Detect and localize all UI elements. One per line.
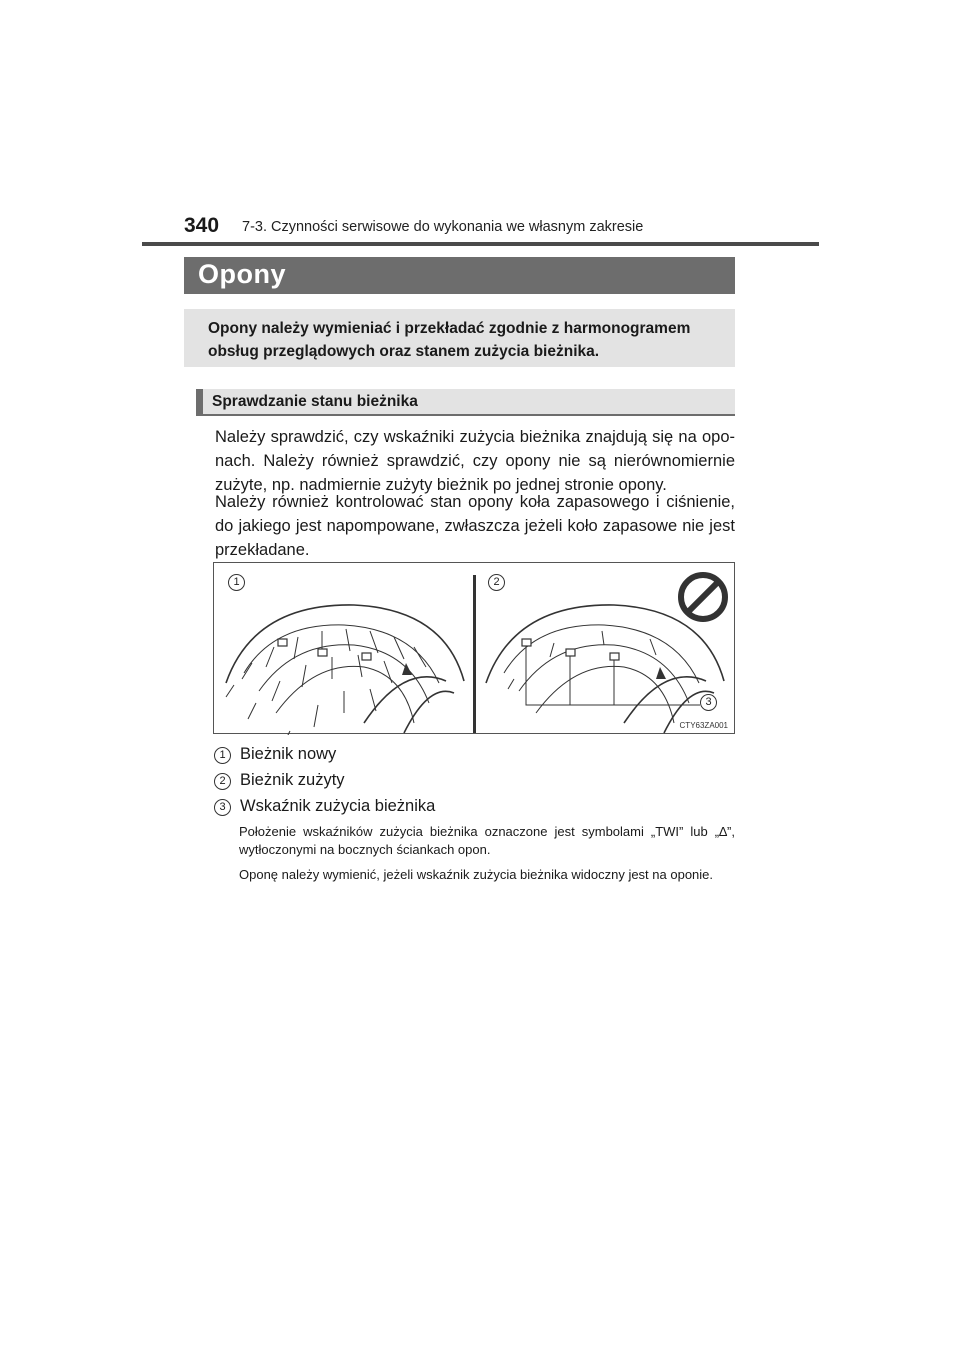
figure-divider (473, 575, 476, 733)
paragraph-tread-check: Należy sprawdzić, czy wskaźniki zużycia bieżnika znajdują się na opo-nach. Należy również sprawdzić, czy opony nie są nierównomiernie zużyte, np. nadmiernie zużyty bieżnik po jednej stronie opony. (215, 428, 735, 494)
worn-tread-tire (486, 605, 724, 733)
intro-box (184, 309, 735, 367)
legend-num: 1 (214, 747, 231, 764)
legend-num: 3 (214, 799, 231, 816)
paragraph-spare-tire: Należy również kontrolować stan opony koła zapasowego i ciśnienie, do jakiego jest napompowane, zwłaszcza jeżeli koło zapasowe nie jest przekładane. (215, 493, 735, 559)
callout-2: 2 (488, 574, 505, 591)
figure-code: CTY63ZA001 (679, 721, 728, 730)
callout-1: 1 (228, 574, 245, 591)
section-title-bar (184, 257, 735, 294)
prohibition-icon (681, 575, 725, 619)
legend-label: Wskaźnik zużycia bieżnika (240, 797, 436, 815)
running-header: 7-3. Czynności serwisowe do wykonania we własnym zakresie (242, 219, 644, 235)
page-number: 340 (184, 214, 220, 237)
note-indicator-location: Położenie wskaźników zużycia bieżnika oznaczone jest symbolami „TWI” lub „∆”, wytłoczonymi na bocznych ściankach opon. (239, 824, 735, 857)
tread-figure (213, 562, 735, 734)
section-title: Opony (198, 259, 286, 289)
legend-num: 2 (214, 773, 231, 790)
note-replace-tire: Oponę należy wymienić, jeżeli wskaźnik zużycia bieżnika widoczny jest na oponie. (239, 867, 714, 882)
subsection-title: Sprawdzanie stanu bieżnika (212, 393, 418, 410)
header-rule (142, 242, 819, 246)
intro-text: Opony należy wymieniać i przekładać zgodnie z harmonogramem obsług przeglądowych oraz stanem zużycia bieżnika. (208, 320, 691, 360)
new-tread-wear-blocks (278, 639, 371, 660)
new-tread-tire (226, 605, 464, 735)
legend-label: Bieżnik zużyty (240, 771, 345, 789)
legend-label: Bieżnik nowy (240, 745, 337, 763)
worn-tread-indicator-icon (656, 667, 666, 679)
subsection-header (196, 389, 735, 416)
callout-3: 3 (700, 694, 717, 711)
